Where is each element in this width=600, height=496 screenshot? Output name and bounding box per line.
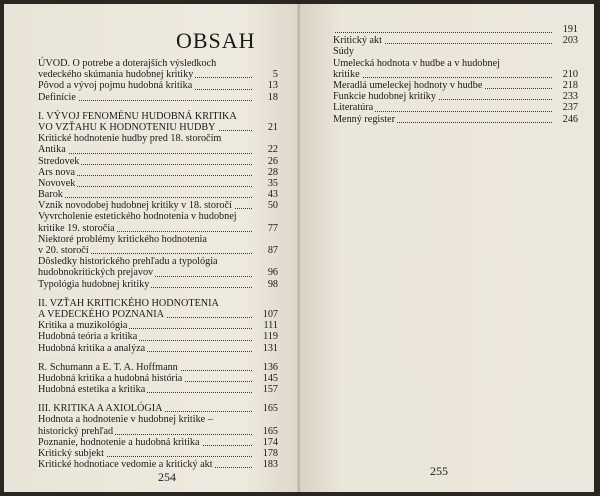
toc-entry	[333, 35, 578, 46]
toc-entry-title: historický prehľad	[38, 425, 114, 437]
toc-entry-page: 5	[272, 69, 278, 81]
toc-entry	[38, 234, 278, 245]
toc-entry-page: 165	[262, 425, 278, 437]
page-number: 254	[158, 470, 176, 484]
toc-entry	[38, 373, 278, 384]
toc-entry-title: Typológia hudobnej kritiky	[38, 278, 150, 290]
toc-entry-title: hudobnokritických prejavov	[38, 267, 154, 279]
table-of-contents	[38, 58, 278, 470]
toc-entry	[333, 69, 578, 80]
toc-entry-page: 145	[262, 372, 278, 384]
toc-entry-title: Niektoré problémy kritického hodnotenia	[38, 233, 207, 245]
table-of-contents-continued	[333, 24, 578, 125]
dot-leader	[38, 153, 252, 154]
toc-entry-title: Hudobná estetika a kritika	[38, 384, 146, 396]
toc-entry-title: kritike	[333, 68, 360, 80]
toc-entry-title: Poznanie, hodnotenie a hudobná kritika	[38, 436, 200, 448]
page-title: OBSAH	[176, 28, 256, 53]
toc-entry-title: Barok	[38, 189, 63, 201]
toc-entry	[38, 245, 278, 256]
toc-entry-page: 96	[267, 267, 278, 279]
toc-entry-page: 183	[262, 459, 278, 471]
toc-entry	[333, 91, 578, 102]
toc-entry-title: Umelecká hodnota v hudbe a v hudobnej	[333, 57, 500, 69]
toc-entry-title: kritike 19. storočia	[38, 222, 115, 234]
toc-entry	[38, 223, 278, 234]
toc-entry	[333, 80, 578, 91]
left-page	[4, 4, 300, 492]
toc-entry	[38, 200, 278, 211]
toc-entry	[38, 189, 278, 200]
toc-entry-page: 203	[562, 35, 578, 47]
toc-entry-title: I. VÝVOJ FENOMÉNU HUDOBNÁ KRITIKA	[38, 110, 237, 122]
toc-entry-title: Antika	[38, 144, 66, 156]
toc-entry	[38, 133, 278, 144]
toc-entry	[38, 403, 278, 414]
toc-entry	[38, 331, 278, 342]
toc-entry-title: Hudobná teória a kritika	[38, 331, 138, 343]
toc-entry-title: Kritika a muzikológia	[38, 320, 128, 332]
toc-entry-title: vedeckého skúmania hudobnej kritiky	[38, 69, 194, 81]
toc-entry-page: 218	[562, 79, 578, 91]
toc-entry-title: Kritické hodnotenie hudby pred 18. storočím	[38, 133, 222, 145]
toc-entry-title: Ars nova	[38, 166, 76, 178]
toc-entry-title: Pôvod a vývoj pojmu hudobná kritika	[38, 80, 193, 92]
toc-entry-title: v 20. storočí	[38, 245, 89, 256]
toc-entry-page: 111	[263, 320, 278, 332]
toc-entry-page: 21	[267, 121, 278, 133]
toc-entry-title: Súdy	[333, 46, 354, 58]
toc-entry-title: III. KRITIKA A AXIOLÓGIA	[38, 403, 163, 415]
toc-entry-title: Literatúra	[333, 102, 374, 114]
toc-entry-title: II. VZŤAH KRITICKÉHO HODNOTENIA	[38, 297, 219, 309]
toc-entry	[38, 290, 278, 298]
toc-entry-title: Kritický akt	[333, 35, 382, 47]
toc-entry	[333, 114, 578, 125]
toc-entry	[38, 80, 278, 91]
toc-entry	[38, 384, 278, 395]
toc-entry-page: 191	[562, 24, 578, 35]
toc-entry-page: 174	[262, 436, 278, 448]
toc-entry	[38, 320, 278, 331]
toc-entry-title: Hudobná kritika a analýza	[38, 342, 146, 354]
toc-entry-title: Meradlá umeleckej hodnoty v hudbe	[333, 79, 483, 91]
page-number: 255	[430, 464, 448, 478]
toc-entry	[38, 448, 278, 459]
toc-entry	[38, 362, 278, 373]
toc-entry-title: Definície	[38, 91, 76, 103]
toc-entry	[333, 102, 578, 113]
toc-entry	[38, 298, 278, 309]
toc-entry-page: 26	[267, 155, 278, 167]
toc-entry-title: Hodnota a hodnotenie v hudobnej kritike –	[38, 414, 213, 426]
right-page	[300, 4, 594, 492]
toc-entry-title: Menný register	[333, 113, 395, 125]
toc-entry	[38, 354, 278, 362]
toc-entry-title: Stredovek	[38, 155, 80, 167]
toc-entry-page: 43	[267, 189, 278, 201]
toc-entry	[38, 144, 278, 155]
toc-entry-title: Vznik novodobej hudobnej kritiky v 18. storočí	[38, 200, 232, 212]
toc-entry-page: 18	[267, 91, 278, 103]
toc-entry-title: Dôsledky historického prehľadu a typológia	[38, 256, 218, 268]
toc-entry-page: 77	[267, 222, 278, 234]
toc-entry-title: Funkcie hudobnej kritiky	[333, 91, 436, 103]
toc-entry	[38, 414, 278, 425]
toc-entry	[38, 58, 278, 69]
toc-entry-page: 35	[267, 177, 278, 189]
toc-entry	[38, 92, 278, 103]
toc-entry-page: 178	[262, 448, 278, 459]
toc-entry-page: 98	[267, 278, 278, 290]
toc-entry	[38, 211, 278, 222]
toc-entry-page: 28	[267, 166, 278, 178]
toc-entry	[38, 122, 278, 133]
toc-entry-page: 210	[562, 68, 578, 80]
toc-entry	[38, 103, 278, 111]
toc-entry-page: 246	[562, 113, 578, 125]
toc-entry-title: Kritické hodnotiace vedomie a kritický akt	[38, 459, 213, 471]
toc-entry	[38, 267, 278, 278]
toc-entry	[38, 437, 278, 448]
toc-entry-title: Vyvrcholenie estetického hodnotenia v hudobnej	[38, 211, 237, 223]
toc-entry-page: 119	[263, 331, 278, 343]
toc-entry-title: Novovek	[38, 177, 76, 189]
toc-entry-title: ÚVOD. O potrebe a doterajších výsledkoch	[38, 58, 217, 69]
toc-entry-title: R. Schumann a E. T. A. Hoffmann	[38, 361, 178, 373]
dot-leader	[333, 32, 552, 33]
toc-entry	[38, 178, 278, 189]
toc-entry-page: 131	[262, 342, 278, 354]
toc-entry-page: 107	[262, 308, 278, 320]
toc-entry-page: 165	[262, 403, 278, 415]
toc-entry	[38, 156, 278, 167]
toc-entry-page: 87	[267, 245, 278, 256]
toc-entry	[333, 58, 578, 69]
dot-leader	[333, 77, 552, 78]
toc-entry	[38, 426, 278, 437]
toc-entry-page: 50	[267, 200, 278, 212]
toc-entry-page: 136	[262, 361, 278, 373]
toc-entry-page: 157	[262, 384, 278, 396]
toc-entry	[38, 279, 278, 290]
toc-entry	[38, 69, 278, 80]
toc-entry-title: VO VZŤAHU K HODNOTENIU HUDBY	[38, 121, 216, 133]
toc-entry	[38, 309, 278, 320]
toc-entry-page: 233	[562, 91, 578, 103]
toc-entry-title: Hudobná kritika a hudobná história	[38, 372, 183, 384]
toc-entry-title: A VEDECKÉHO POZNANIA	[38, 308, 165, 320]
toc-entry	[333, 24, 578, 35]
toc-entry-page: 13	[267, 80, 278, 92]
toc-entry-page: 237	[562, 102, 578, 114]
dot-leader	[38, 197, 252, 198]
toc-entry	[38, 256, 278, 267]
toc-entry-title	[333, 24, 335, 35]
toc-entry	[38, 459, 278, 470]
toc-entry-title: Kritický subjekt	[38, 448, 104, 459]
toc-entry	[38, 167, 278, 178]
toc-entry	[38, 343, 278, 354]
toc-entry	[38, 111, 278, 122]
toc-entry	[333, 46, 578, 57]
toc-entry-page: 22	[267, 144, 278, 156]
